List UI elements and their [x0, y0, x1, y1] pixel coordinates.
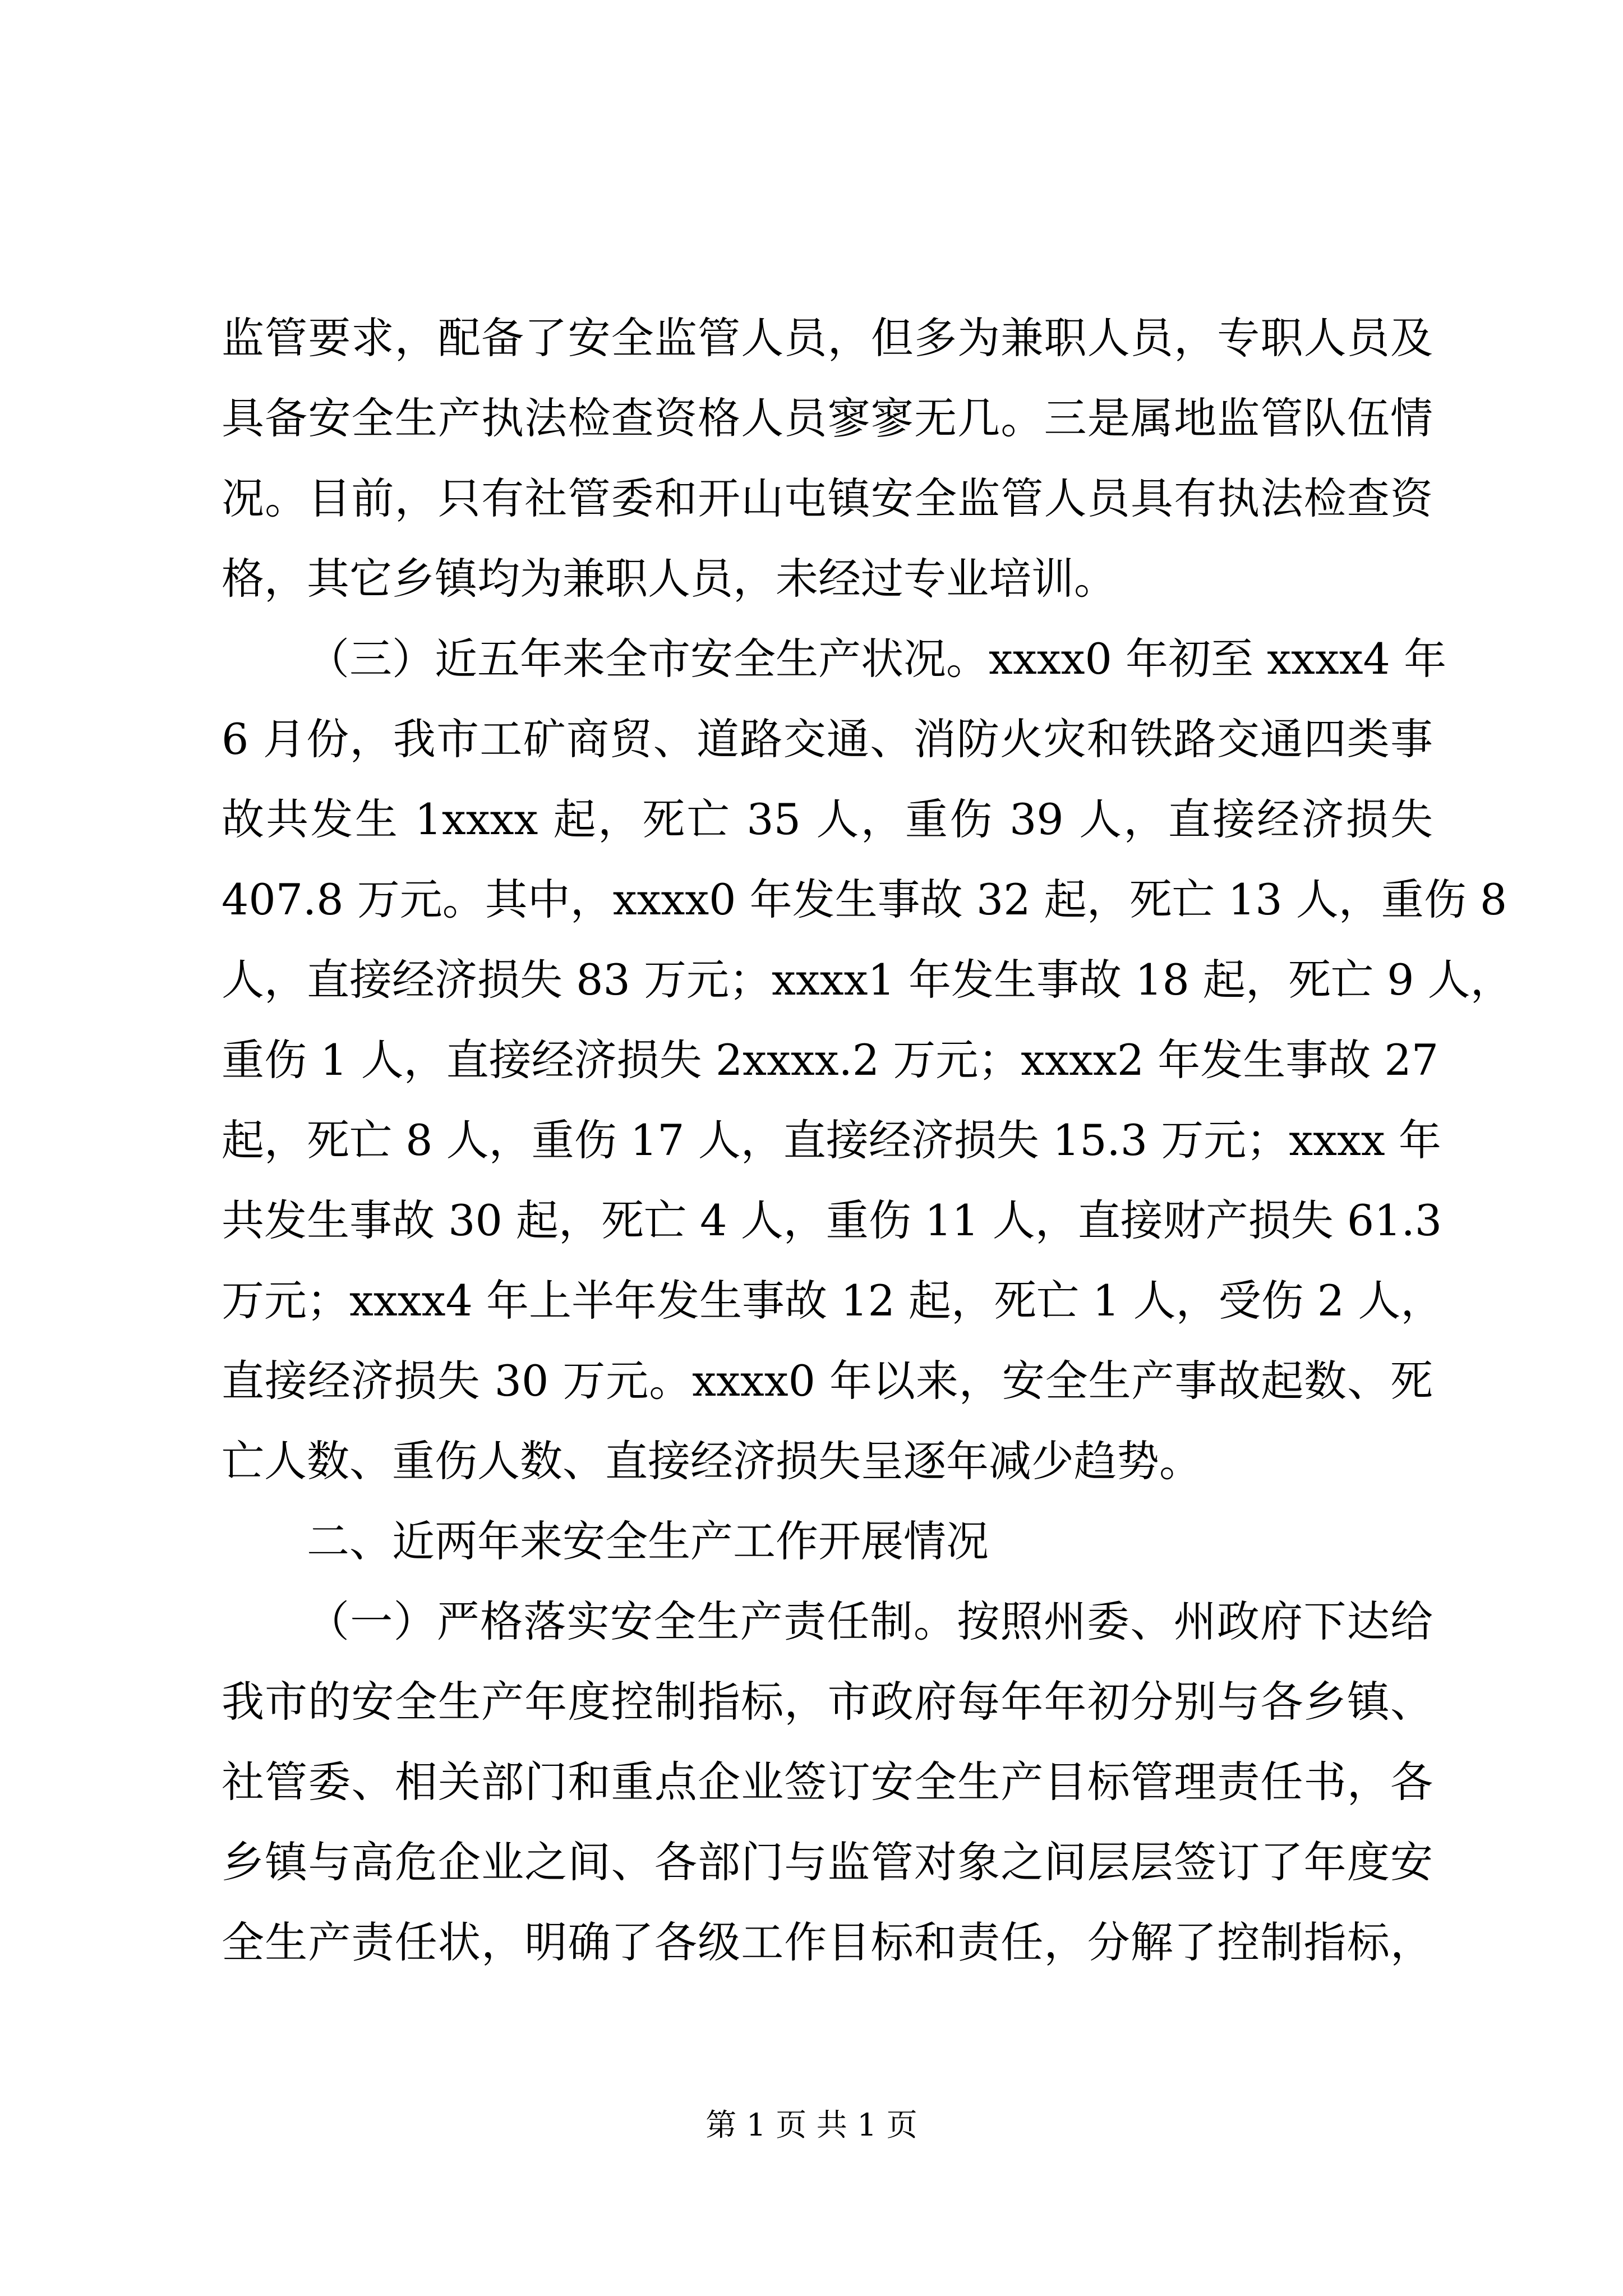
text-line: 直接经济损失 30 万元。xxxx0 年以来，安全生产事故起数、死: [222, 1356, 1433, 1406]
text-line: 故共发生 1xxxx 起，死亡 35 人，重伤 39 人，直接经济损失: [222, 794, 1433, 844]
document-body: [222, 298, 1513, 1982]
text-line: 亡人数、重伤人数、直接经济损失呈逐年减少趋势。: [222, 1436, 1202, 1486]
text-line: 人，直接经济损失 83 万元；xxxx1 年发生事故 18 起，死亡 9 人，: [222, 955, 1513, 1005]
text-line: 我市的安全生产年度控制指标，市政府每年年初分别与各乡镇、: [222, 1677, 1433, 1727]
text-line: 况。目前，只有社管委和开山屯镇安全监管人员具有执法检查资: [222, 473, 1433, 523]
section-heading-2: 二、近两年来安全生产工作开展情况: [307, 1516, 989, 1566]
text-line: 万元；xxxx4 年上半年发生事故 12 起，死亡 1 人，受伤 2 人，: [222, 1276, 1444, 1326]
text-line: 社管委、相关部门和重点企业签订安全生产目标管理责任书，各: [222, 1757, 1433, 1807]
section-heading-3: （三）近五年来全市安全生产状况。xxxx0 年初至 xxxx4 年: [307, 634, 1447, 684]
text-line: 监管要求，配备了安全监管人员，但多为兼职人员，专职人员及: [222, 313, 1433, 363]
text-line: 全生产责任状，明确了各级工作目标和责任，分解了控制指标，: [222, 1917, 1433, 1967]
subsection-heading-1: （一）严格落实安全生产责任制。按照州委、州政府下达给: [307, 1596, 1433, 1646]
text-line: 具备安全生产执法检查资格人员寥寥无几。三是属地监管队伍情: [222, 393, 1433, 443]
text-line: 重伤 1 人，直接经济损失 2xxxx.2 万元；xxxx2 年发生事故 27: [222, 1035, 1439, 1085]
text-line: 格，其它乡镇均为兼职人员，未经过专业培训。: [222, 554, 1117, 604]
text-line: 407.8 万元。其中，xxxx0 年发生事故 32 起，死亡 13 人，重伤 8: [222, 875, 1507, 924]
text-line: 乡镇与高危企业之间、各部门与监管对象之间层层签订了年度安: [222, 1837, 1433, 1887]
text-line: 共发生事故 30 起，死亡 4 人，重伤 11 人，直接财产损失 61.3: [222, 1195, 1442, 1245]
text-line: 6 月份，我市工矿商贸、道路交通、消防火灾和铁路交通四类事: [222, 714, 1433, 764]
page-number-footer: 第 1 页 共 1 页: [706, 2107, 917, 2143]
text-line: 起，死亡 8 人，重伤 17 人，直接经济损失 15.3 万元；xxxx 年: [222, 1115, 1441, 1165]
